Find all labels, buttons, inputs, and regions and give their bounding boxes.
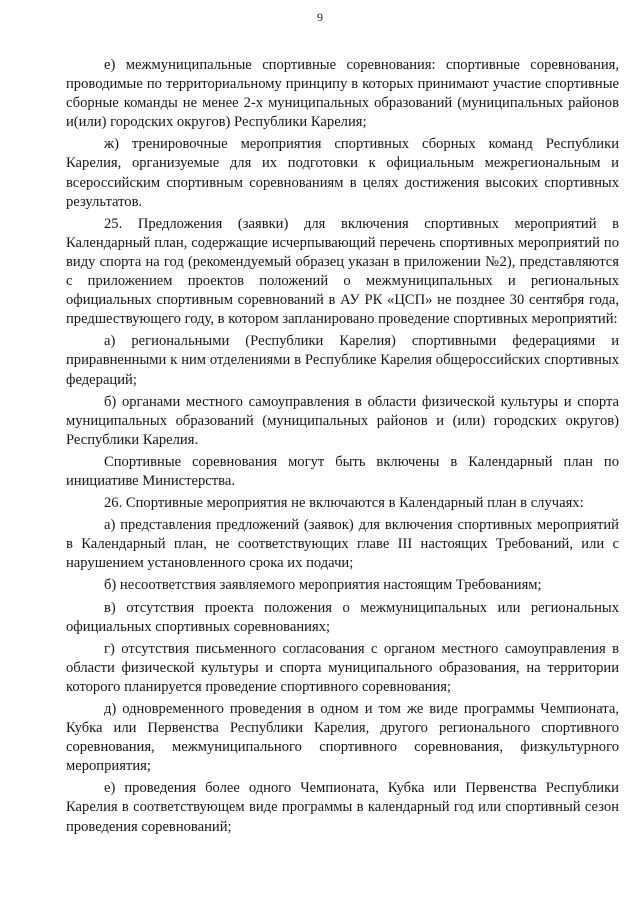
paragraph-e-multiple: е) проведения более одного Чемпионата, Кубка или Первенства Республики Карелия в соответствующем виде программы в календарный год или спортивный сезон проведения соревнований; [66, 780, 619, 835]
paragraph-25-proposals: 25. Предложения (заявки) для включения спортивных мероприятий в Календарный план, содержащие исчерпывающий перечень спортивных мероприятий по виду спорта на год (рекомендуемый образец указан в приложении №2), представляются с приложением проектов положений о межмуниципальных и региональных официальных спортивным соревнований в АУ РК «ЦСП» не позднее 30 сентября года, предшествующего году, в котором запланировано проведение спортивных мероприятий: [66, 215, 619, 328]
paragraph-a-federations: а) региональными (Республики Карелия) спортивными федерациями и приравненными к ним отделениями в Республике Карелия общероссийских спортивных федераций; [66, 333, 619, 388]
paragraph-b-requirements: б) несоответствия заявляемого мероприятия настоящим Требованиям; [104, 577, 542, 594]
paragraph-d-simultaneous: д) одновременного проведения в одном и том же виде программы Чемпионата, Кубка или Первенства Республики Карелия, другого регионального спортивного соревнования, межмуниципального спортивного соревнования, физкультурного мероприятия; [66, 701, 619, 775]
paragraph-g-no-approval: г) отсутствия письменного согласования с органом местного самоуправления в области физической культуры и спорта муниципального образования, на территории которого планируется проведение спортивного соревнования; [66, 640, 619, 695]
paragraph-26-exclusions: 26. Спортивные мероприятия не включаются в Календарный план в случаях: [104, 495, 584, 512]
paragraph-zh-training: ж) тренировочные мероприятия спортивных сборных команд Республики Карелия, организуемые для их подготовки к официальным межрегиональным и всероссийским спортивным соревнованиям в целях достижения высоких спортивных результатов. [66, 136, 619, 210]
document-body [66, 56, 619, 837]
paragraph-a-nonconforming: а) представления предложений (заявок) для включения спортивных мероприятий в Календарный план, не соответствующих главе III настоящих Требований, или с нарушением установленного срока их подачи; [66, 517, 619, 572]
page-number: 9 [317, 10, 323, 24]
paragraph-ministry-initiative: Спортивные соревнования могут быть включены в Календарный план по инициативе Министерства. [66, 453, 619, 489]
paragraph-e-intermunicipal: е) межмуниципальные спортивные соревнования: спортивные соревнования, проводимые по территориальному принципу в которых принимают участие спортивные сборные команды не менее 2-х муниципальных образований (муниципальных районов и(или) городских округов) Республики Карелия; [66, 57, 619, 131]
paragraph-v-no-draft: в) отсутствия проекта положения о межмуниципальных или региональных официальных спортивных соревнованиях; [66, 599, 619, 635]
paragraph-b-local-authorities: б) органами местного самоуправления в области физической культуры и спорта муниципальных образований (муниципальных районов и (или) городских округов) Республики Карелия. [66, 393, 619, 448]
